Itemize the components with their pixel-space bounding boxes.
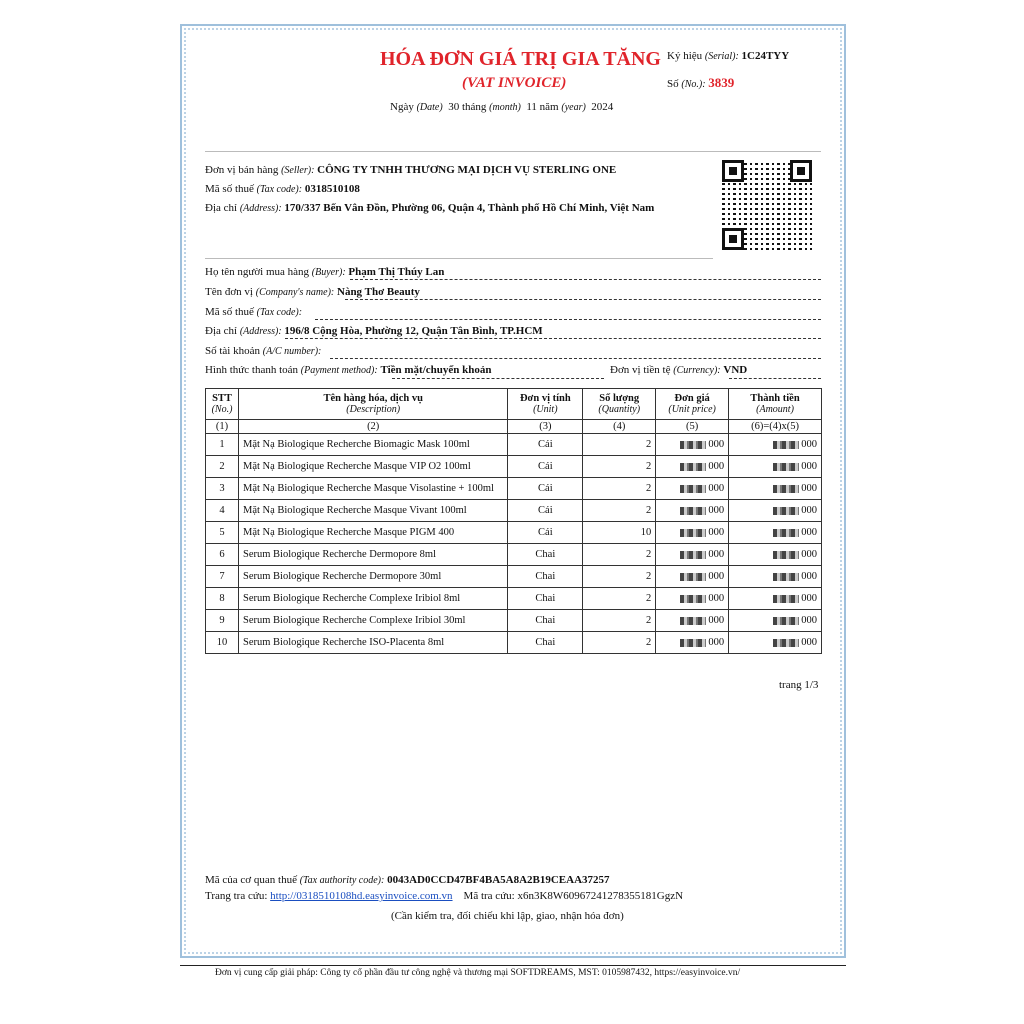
lookup-link[interactable]: http://0318510108hd.easyinvoice.com.vn	[270, 890, 453, 902]
item-description: Mặt Nạ Biologique Recherche Masque VIP O2 100ml	[238, 456, 507, 478]
table-row: 7 Serum Biologique Recherche Dermopore 30ml Chai 2 000 000	[206, 566, 822, 588]
item-description: Mặt Nạ Biologique Recherche Masque Visolastine + 100ml	[238, 478, 507, 500]
divider	[180, 965, 846, 966]
item-description: Mặt Nạ Biologique Recherche Masque Vivant 100ml	[238, 500, 507, 522]
tax-authority-code: Mã của cơ quan thuế (Tax authority code): 0043AD0CCD47BF4BA5A8A2B19CEAA37257	[205, 874, 610, 886]
amount: 000	[729, 632, 822, 654]
item-description: Serum Biologique Recherche Dermopore 8ml	[238, 544, 507, 566]
page-number: trang 1/3	[779, 679, 819, 691]
amount: 000	[729, 544, 822, 566]
buyer-tax-code: Mã số thuế (Tax code):	[205, 306, 303, 318]
unit-price: 000	[656, 434, 729, 456]
seller-tax-code: Mã số thuế (Tax code): 0318510108	[205, 183, 360, 195]
table-row: 8 Serum Biologique Recherche Complexe Iribiol 8ml Chai 2 000 000	[206, 588, 822, 610]
invoice-number: Số (No.): 3839	[667, 75, 735, 90]
invoice-date: Ngày (Date) 30 tháng (month) 11 năm (year) 2024	[390, 101, 614, 113]
column-header: Đơn giá (Unit price)	[656, 389, 729, 420]
item-description: Serum Biologique Recherche Complexe Iribiol 30ml	[238, 610, 507, 632]
column-header: Số lượng (Quantity)	[583, 389, 656, 420]
amount: 000	[729, 434, 822, 456]
table-row: 4 Mặt Nạ Biologique Recherche Masque Vivant 100ml Cái 2 000 000	[206, 500, 822, 522]
column-index: (5)	[656, 420, 729, 434]
provider-info: Đơn vị cung cấp giải pháp: Công ty cổ phần đầu tư công nghệ và thương mại SOFTDREAMS, MST: 0105987432, https://easyinvoice.vn/	[215, 968, 741, 978]
table-row: 10 Serum Biologique Recherche ISO-Placenta 8ml Chai 2 000 000	[206, 632, 822, 654]
table-row: 1 Mặt Nạ Biologique Recherche Biomagic Mask 100ml Cái 2 000 000	[206, 434, 822, 456]
serial: Ký hiệu (Serial): 1C24TYY	[667, 50, 790, 62]
unit-price: 000	[656, 566, 729, 588]
unit-price: 000	[656, 588, 729, 610]
unit-price: 000	[656, 610, 729, 632]
buyer-name: Họ tên người mua hàng (Buyer): Phạm Thị Thúy Lan	[205, 266, 445, 278]
item-description: Serum Biologique Recherche Complexe Iribiol 8ml	[238, 588, 507, 610]
unit-price: 000	[656, 456, 729, 478]
seller-address: Địa chỉ (Address): 170/337 Bến Vân Đồn, Phường 06, Quận 4, Thành phố Hồ Chí Minh, Việt Nam	[205, 202, 655, 214]
amount: 000	[729, 500, 822, 522]
table-row: 3 Mặt Nạ Biologique Recherche Masque Visolastine + 100ml Cái 2 000 000	[206, 478, 822, 500]
items-table	[205, 388, 822, 654]
lookup-info: Trang tra cứu: http://0318510108hd.easyinvoice.com.vn Mã tra cứu: x6n3K8W60967241278355181GgzN	[205, 890, 684, 902]
table-row: 2 Mặt Nạ Biologique Recherche Masque VIP O2 100ml Cái 2 000 000	[206, 456, 822, 478]
column-index: (6)=(4)x(5)	[729, 420, 822, 434]
amount: 000	[729, 566, 822, 588]
column-header: Đơn vị tính (Unit)	[508, 389, 583, 420]
unit-price: 000	[656, 500, 729, 522]
column-index: (2)	[238, 420, 507, 434]
invoice-subtitle: (VAT INVOICE)	[462, 75, 567, 91]
table-row: 5 Mặt Nạ Biologique Recherche Masque PIGM 400 Cái 10 000 000	[206, 522, 822, 544]
unit-price: 000	[656, 478, 729, 500]
column-header: STT (No.)	[206, 389, 239, 420]
item-description: Mặt Nạ Biologique Recherche Masque PIGM 400	[238, 522, 507, 544]
invoice-title: HÓA ĐƠN GIÁ TRỊ GIA TĂNG	[380, 48, 661, 70]
amount: 000	[729, 478, 822, 500]
item-description: Serum Biologique Recherche Dermopore 30ml	[238, 566, 507, 588]
column-index: (3)	[508, 420, 583, 434]
table-row: 9 Serum Biologique Recherche Complexe Iribiol 30ml Chai 2 000 000	[206, 610, 822, 632]
qr-code	[722, 160, 812, 250]
currency: Đơn vị tiền tệ (Currency): VND	[610, 364, 748, 376]
table-row: 6 Serum Biologique Recherche Dermopore 8ml Chai 2 000 000	[206, 544, 822, 566]
item-description: Serum Biologique Recherche ISO-Placenta 8ml	[238, 632, 507, 654]
divider	[205, 151, 821, 152]
column-header: Thành tiền (Amount)	[729, 389, 822, 420]
buyer-company: Tên đơn vị (Company's name): Nàng Thơ Beauty	[205, 286, 420, 298]
unit-price: 000	[656, 544, 729, 566]
buyer-account: Số tài khoản (A/C number):	[205, 345, 322, 357]
amount: 000	[729, 588, 822, 610]
payment-method: Hình thức thanh toán (Payment method): Tiền mặt/chuyển khoản	[205, 364, 492, 376]
amount: 000	[729, 456, 822, 478]
verification-note: (Cần kiểm tra, đối chiếu khi lập, giao, nhận hóa đơn)	[391, 910, 624, 922]
column-index: (4)	[583, 420, 656, 434]
amount: 000	[729, 522, 822, 544]
column-header: Tên hàng hóa, dịch vụ (Description)	[238, 389, 507, 420]
buyer-address: Địa chỉ (Address): 196/8 Cộng Hòa, Phường 12, Quận Tân Bình, TP.HCM	[205, 325, 543, 337]
column-index: (1)	[206, 420, 239, 434]
item-description: Mặt Nạ Biologique Recherche Biomagic Mask 100ml	[238, 434, 507, 456]
unit-price: 000	[656, 522, 729, 544]
amount: 000	[729, 610, 822, 632]
unit-price: 000	[656, 632, 729, 654]
divider	[205, 258, 713, 259]
seller-name: Đơn vị bán hàng (Seller): CÔNG TY TNHH THƯƠNG MẠI DỊCH VỤ STERLING ONE	[205, 164, 617, 176]
